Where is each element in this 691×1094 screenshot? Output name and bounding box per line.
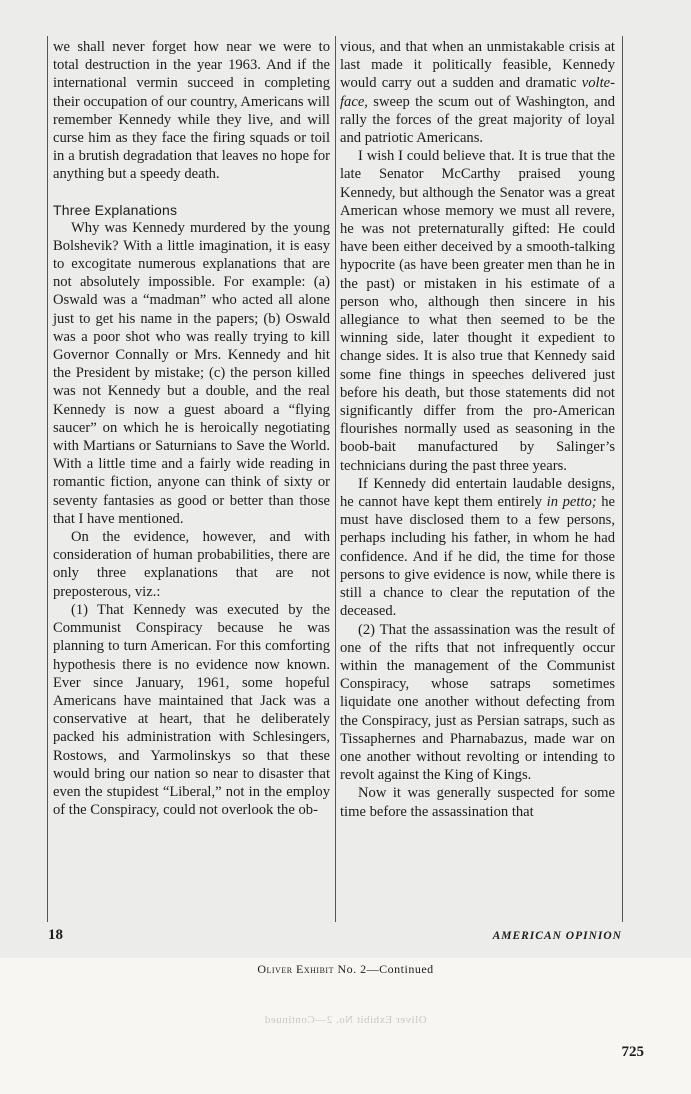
center-column-rule (335, 36, 336, 922)
document-page-number: 725 (621, 1044, 644, 1060)
left-paragraph-4: (1) That Kennedy was executed by the Communist Conspiracy because he was planning to turn American. For this comforting hypothesis there is no evidence now known. Ever since January, 1961, some hopeful Americans have maintained that Jack was a conservative at heart, that he deliberately packed his administration with Schlesingers, Rostows, and Yarmolinskys so that these would bring our nation so near to disaster that even the stupidest “Liberal,” not in the employ of the Conspiracy, could not overlook the ob- (53, 601, 330, 819)
right-column-rule (622, 36, 623, 922)
text-span: vious, and that when an unmistakable crisis at last made it politically feasible, Kennedy would carry out a sudden and dramatic (340, 39, 615, 92)
journal-name: AMERICAN OPINION (492, 930, 622, 942)
right-column (340, 38, 615, 821)
left-paragraph-1: we shall never forget how near we were to total destruction in the year 1963. And if the international vermin succeed in completing their occupation of our country, Americans will remember Kennedy while they live, and will curse him as they face the firing squads or toil in a brutish degradation that leaves no hope for anything but a speedy death. (53, 39, 330, 183)
caption-smallcaps: Oliver Exhibit (257, 962, 334, 976)
text-span: If Kennedy did entertain laudable designs, he cannot have kept them entirely (340, 475, 615, 511)
text-span: sweep the scum out of Washington, and rally the forces of the great majority of loyal and patriotic Americans. (340, 93, 615, 147)
left-paragraph-3: On the evidence, however, and with consideration of human probabilities, there are only three explanations that are not preposterous, viz.: (53, 529, 330, 600)
right-paragraph-1 (340, 38, 615, 147)
italic-phrase: in petto; (546, 494, 597, 511)
magazine-page-number: 18 (48, 927, 63, 943)
left-column-rule (47, 36, 48, 922)
right-paragraph-4: (2) That the assassination was the result of one of the rifts that not infrequently occur within the management of the Communist Conspiracy, whose satraps sometimes liquidate one another without defecting from the Conspiracy, just as Persian satraps, such as Tissaphernes and Pharnabazus, made war on one another without revolting or intending to revolt against the King of Kings. (340, 621, 615, 784)
exhibit-caption (0, 962, 691, 977)
caption-rest: No. 2—Continued (333, 962, 434, 976)
text-span: he must have disclosed them to a few persons, perhaps including his father, in whom he had confidence. And if he did, the time for those persons to give evidence is now, while there is still a chance to clear the reputation of the deceased. (340, 494, 615, 620)
section-heading: Three Explanations (53, 201, 178, 218)
left-column (53, 38, 330, 819)
bleed-through-text: Oliver Exhibit No. 2—Continued (264, 1014, 427, 1026)
left-paragraph-2: Why was Kennedy murdered by the young Bolshevik? With a little imagination, it is easy to excogitate numerous explanations that are not absolutely impossible. For example: (a) Oswald was a “madman” who acted all alone just to get his name in the papers; (b) Oswald was a poor shot who was really trying to kill Governor Connally or Mrs. Kennedy and hit the President by mistake; (c) the person killed was not Kennedy but a double, and the real Kennedy is now a guest aboard a “flying saucer” on which he is heroically negotiating with Martians or Saturnians to Save the World. With a little time and a fairly wide reading in romantic fiction, anyone can think of sixty or seventy fantasies as good or better than those that I have mentioned. (53, 219, 330, 527)
italic-phrase: volte-face, (340, 75, 615, 110)
right-paragraph-5: Now it was generally suspected for some time before the assassination that (340, 785, 615, 820)
right-paragraph-2: I wish I could believe that. It is true that the late Senator McCarthy praised young Kennedy, but although the Senator was a great American whose memory we must all revere, he was not preternaturally gifted: He could have been either deceived by a smooth-talking hypocrite (as have been greater men than he in the past) or mistaken in his estimate of a person who, although then sincere in his allegiance to what then seemed to be the winning side, later thought it expedient to change sides. It is also true that Kennedy said some fine things in speeches delivered just before his death, but those statements did not significantly differ from the pro-American flourishes normally used as seasoning in the boob-bait manufactured by Salinger’s technicians during the past three years. (340, 148, 615, 474)
right-paragraph-3 (340, 475, 615, 621)
exhibit-sheet (0, 958, 691, 1094)
